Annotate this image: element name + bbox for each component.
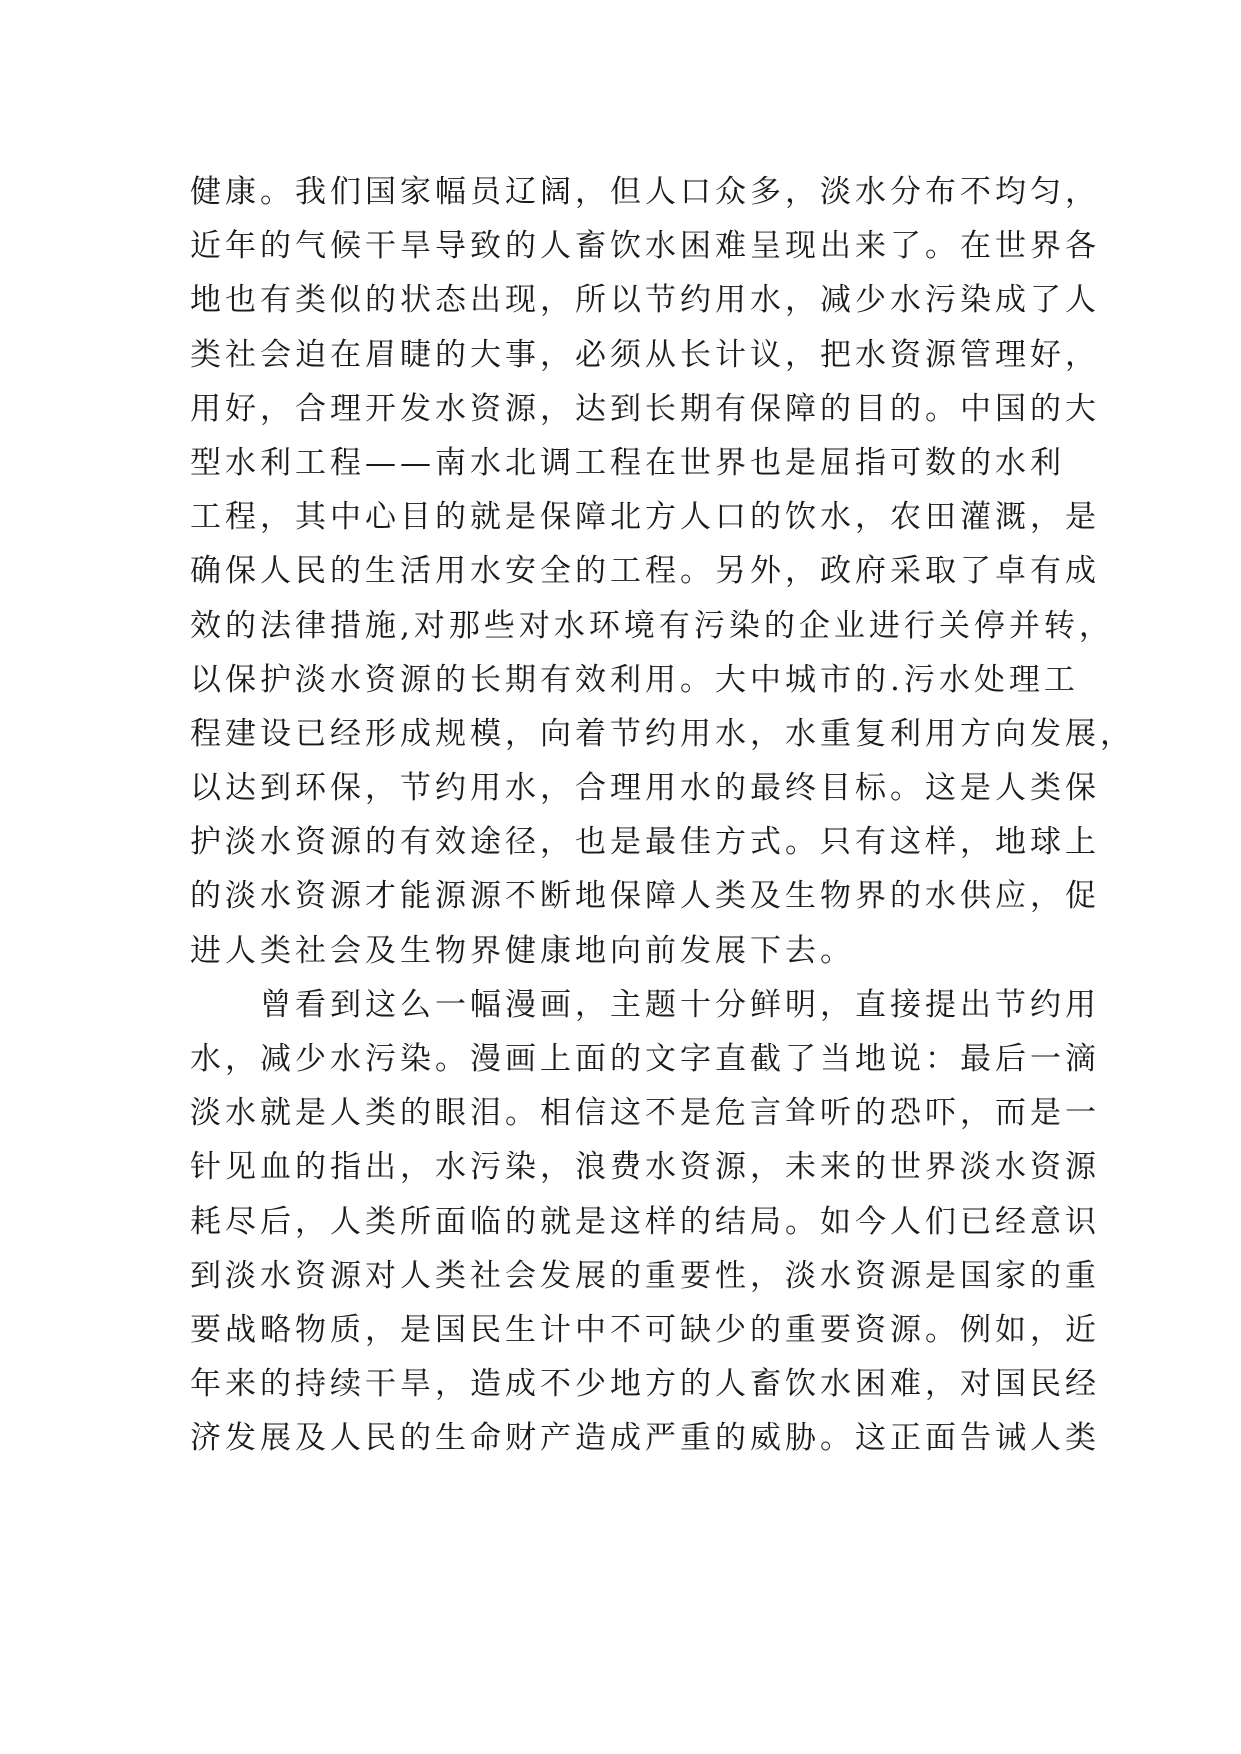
text-line: 地也有类似的状态出现，所以节约用水，减少水污染成了人	[190, 282, 1100, 319]
text-line: 护淡水资源的有效途径，也是最佳方式。只有这样，地球上	[190, 824, 1100, 861]
text-line: 针见血的指出，水污染，浪费水资源，未来的世界淡水资源	[190, 1149, 1100, 1186]
body-text	[190, 165, 1135, 1466]
text-line: 程建设已经形成规模，向着节约用水，水重复利用方向发展，	[190, 715, 1135, 752]
text-line: 年来的持续干旱，造成不少地方的人畜饮水困难，对国民经	[190, 1366, 1100, 1403]
text-line: 类社会迫在眉睫的大事，必须从长计议，把水资源管理好，	[190, 336, 1100, 373]
paragraph-2	[190, 978, 1100, 1466]
text-line: 进人类社会及生物界健康地向前发展下去。	[190, 932, 855, 969]
text-line: 确保人民的生活用水安全的工程。另外，政府采取了卓有成	[190, 553, 1100, 590]
text-line: 的淡水资源才能源源不断地保障人类及生物界的水供应，促	[190, 878, 1100, 915]
text-line: 健康。我们国家幅员辽阔，但人口众多，淡水分布不均匀，	[190, 174, 1100, 210]
paragraph-1	[190, 165, 1135, 978]
text-line: 以保护淡水资源的长期有效利用。大中城市的.污水处理工	[190, 661, 1079, 698]
text-line: 要战略物质，是国民生计中不可缺少的重要资源。例如，近	[190, 1311, 1100, 1348]
text-line: 型水利工程——南水北调工程在世界也是屈指可数的水利	[190, 444, 1065, 481]
text-line: 到淡水资源对人类社会发展的重要性，淡水资源是国家的重	[190, 1257, 1100, 1294]
text-line: 济发展及人民的生命财产造成严重的威胁。这正面告诫人类	[190, 1420, 1100, 1457]
text-line: 淡水就是人类的眼泪。相信这不是危言耸听的恐吓，而是一	[190, 1095, 1100, 1132]
text-line: 用好，合理开发水资源，达到长期有保障的目的。中国的大	[190, 390, 1100, 427]
text-line: 水，减少水污染。漫画上面的文字直截了当地说：最后一滴	[190, 1041, 1100, 1077]
text-line: 近年的气候干旱导致的人畜饮水困难呈现出来了。在世界各	[190, 228, 1100, 265]
text-line: 效的法律措施,对那些对水环境有污染的企业进行关停并转，	[190, 607, 1114, 644]
text-line: 耗尽后，人类所面临的就是这样的结局。如今人们已经意识	[190, 1203, 1100, 1240]
text-line: 以达到环保，节约用水，合理用水的最终目标。这是人类保	[190, 770, 1100, 807]
text-line: 曾看到这么一幅漫画，主题十分鲜明，直接提出节约用	[260, 986, 1100, 1023]
text-line: 工程，其中心目的就是保障北方人口的饮水，农田灌溉，是	[190, 499, 1100, 536]
